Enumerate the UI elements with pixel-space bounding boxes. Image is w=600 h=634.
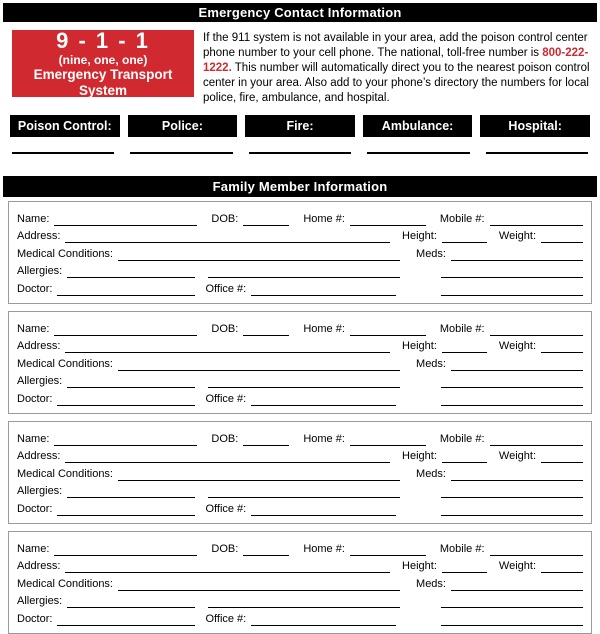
family-members-list [0,201,600,634]
meds-label: Meds: [416,247,446,260]
weight-blank [541,231,583,243]
member-row-name [17,428,583,446]
mobile-phone-blank [490,544,583,556]
emergency-info-row [12,27,597,106]
office-phone-label: Office #: [205,612,247,625]
member-row-address [17,446,583,464]
meds-continued-blank-2 [441,394,583,406]
meds-continued-blank [441,596,583,608]
meds-blank [451,249,583,261]
mobile-phone-blank [490,434,583,446]
poison-control-paragraph [203,30,597,106]
home-phone-blank [350,214,426,226]
dob-label: DOB: [211,322,239,335]
member-row-doctor [17,608,583,626]
height-blank [442,341,487,353]
name-label: Name: [17,212,50,225]
911-number: 9 - 1 - 1 [56,27,150,53]
mobile-phone-label: Mobile #: [439,212,485,225]
member-row-medical [17,353,583,371]
911-badge [12,27,194,98]
dob-label: DOB: [211,212,239,225]
address-blank [65,451,390,463]
dob-label: DOB: [211,432,239,445]
member-row-name [17,208,583,226]
address-blank [65,231,390,243]
member-row-address [17,336,583,354]
member-row-allergies [17,591,583,609]
poison-control-phone-number: 800-222-1222. [203,47,589,74]
meds-label: Meds: [416,577,446,590]
member-row-name [17,318,583,336]
medical-conditions-label: Medical Conditions: [17,247,113,260]
member-row-allergies [17,481,583,499]
contact-blank-fire [249,152,351,154]
family-section-header [3,176,597,197]
allergies-continued-blank [208,486,400,498]
office-phone-blank [251,614,396,626]
allergies-blank [67,266,195,278]
office-phone-blank [251,504,396,516]
height-blank [442,231,487,243]
911-caption: Emergency Transport System [33,66,173,98]
mobile-phone-label: Mobile #: [439,322,485,335]
weight-blank [541,451,583,463]
name-blank [54,434,197,446]
weight-label: Weight: [498,340,536,353]
home-phone-label: Home #: [303,432,345,445]
medical-conditions-label: Medical Conditions: [17,467,113,480]
allergies-continued-blank [208,266,400,278]
weight-blank [541,341,583,353]
mobile-phone-label: Mobile #: [439,542,485,555]
911-phonetic: (nine, one, one) [58,52,148,67]
member-row-medical [17,573,583,591]
address-blank [65,341,390,353]
family-member-card [8,201,592,304]
mobile-phone-blank [490,214,583,226]
doctor-label: Doctor: [17,392,53,405]
name-blank [54,214,197,226]
meds-blank [451,359,583,371]
doctor-blank [57,614,195,626]
allergies-blank [67,596,195,608]
home-phone-blank [350,324,426,336]
office-phone-blank [251,394,396,406]
member-row-allergies [17,371,583,389]
dob-label: DOB: [211,542,239,555]
name-label: Name: [17,542,50,555]
doctor-label: Doctor: [17,282,53,295]
height-label: Height: [402,230,437,243]
weight-label: Weight: [498,560,536,573]
allergies-continued-blank [208,596,400,608]
name-label: Name: [17,322,50,335]
family-member-card [8,531,592,634]
emergency-section-header [3,3,597,22]
member-row-medical [17,463,583,481]
contact-label-police: Police: [128,115,238,137]
medical-conditions-blank [118,359,400,371]
doctor-label: Doctor: [17,502,53,515]
meds-label: Meds: [416,467,446,480]
emergency-contacts-row [10,115,590,137]
office-phone-label: Office #: [205,392,247,405]
meds-continued-blank [441,266,583,278]
height-label: Height: [402,340,437,353]
allergies-label: Allergies: [17,265,63,278]
doctor-blank [57,504,195,516]
weight-label: Weight: [498,230,536,243]
doctor-blank [57,394,195,406]
doctor-blank [57,284,195,296]
doctor-label: Doctor: [17,612,53,625]
contact-blank-hospital [486,152,588,154]
address-blank [65,561,390,573]
contact-blank-police [130,152,232,154]
contact-label-poison-control: Poison Control: [10,115,120,137]
height-blank [442,451,487,463]
member-row-doctor [17,388,583,406]
address-label: Address: [17,450,61,463]
home-phone-blank [350,434,426,446]
medical-conditions-label: Medical Conditions: [17,577,113,590]
allergies-continued-blank [208,376,400,388]
allergies-label: Allergies: [17,485,63,498]
member-row-doctor [17,278,583,296]
medical-conditions-label: Medical Conditions: [17,357,113,370]
meds-continued-blank-2 [441,614,583,626]
home-phone-label: Home #: [303,322,345,335]
medical-conditions-blank [118,469,400,481]
member-row-doctor [17,498,583,516]
family-member-card [8,311,592,414]
emergency-section-title: Emergency Contact Information [198,5,402,20]
home-phone-blank [350,544,426,556]
member-row-allergies [17,261,583,279]
family-member-card [8,421,592,524]
name-blank [54,324,197,336]
meds-continued-blank [441,376,583,388]
paragraph-text-before: If the 911 system is not available in your area, add the poison control center phone number to your cell phone. The national, toll-free number is [203,32,588,59]
address-label: Address: [17,560,61,573]
mobile-phone-blank [490,324,583,336]
contact-label-ambulance: Ambulance: [363,115,473,137]
office-phone-label: Office #: [205,502,247,515]
meds-continued-blank-2 [441,504,583,516]
address-label: Address: [17,340,61,353]
height-blank [442,561,487,573]
contact-label-hospital: Hospital: [480,115,590,137]
member-row-name [17,538,583,556]
weight-blank [541,561,583,573]
height-label: Height: [402,560,437,573]
home-phone-label: Home #: [303,212,345,225]
mobile-phone-label: Mobile #: [439,432,485,445]
emergency-contacts-blanks-row [12,152,588,154]
allergies-blank [67,376,195,388]
contact-blank-ambulance [367,152,469,154]
weight-label: Weight: [498,450,536,463]
name-label: Name: [17,432,50,445]
member-row-medical [17,243,583,261]
allergies-label: Allergies: [17,595,63,608]
dob-blank [243,434,289,446]
dob-blank [243,214,289,226]
height-label: Height: [402,450,437,463]
name-blank [54,544,197,556]
meds-label: Meds: [416,357,446,370]
office-phone-label: Office #: [205,282,247,295]
member-row-address [17,556,583,574]
meds-continued-blank [441,486,583,498]
meds-blank [451,469,583,481]
allergies-label: Allergies: [17,375,63,388]
dob-blank [243,324,289,336]
address-label: Address: [17,230,61,243]
meds-continued-blank-2 [441,284,583,296]
family-section-title: Family Member Information [212,179,388,194]
meds-blank [451,579,583,591]
member-row-address [17,226,583,244]
contact-blank-poison-control [12,152,114,154]
contact-label-fire: Fire: [245,115,355,137]
home-phone-label: Home #: [303,542,345,555]
paragraph-text-after: This number will automatically direct you to the nearest poison control center in your area. Also add to your phone’s directory the numbers for local police, fire, ambulance, and hospital. [203,62,590,104]
office-phone-blank [251,284,396,296]
medical-conditions-blank [118,249,400,261]
medical-conditions-blank [118,579,400,591]
dob-blank [243,544,289,556]
allergies-blank [67,486,195,498]
emergency-form-page [0,3,600,634]
